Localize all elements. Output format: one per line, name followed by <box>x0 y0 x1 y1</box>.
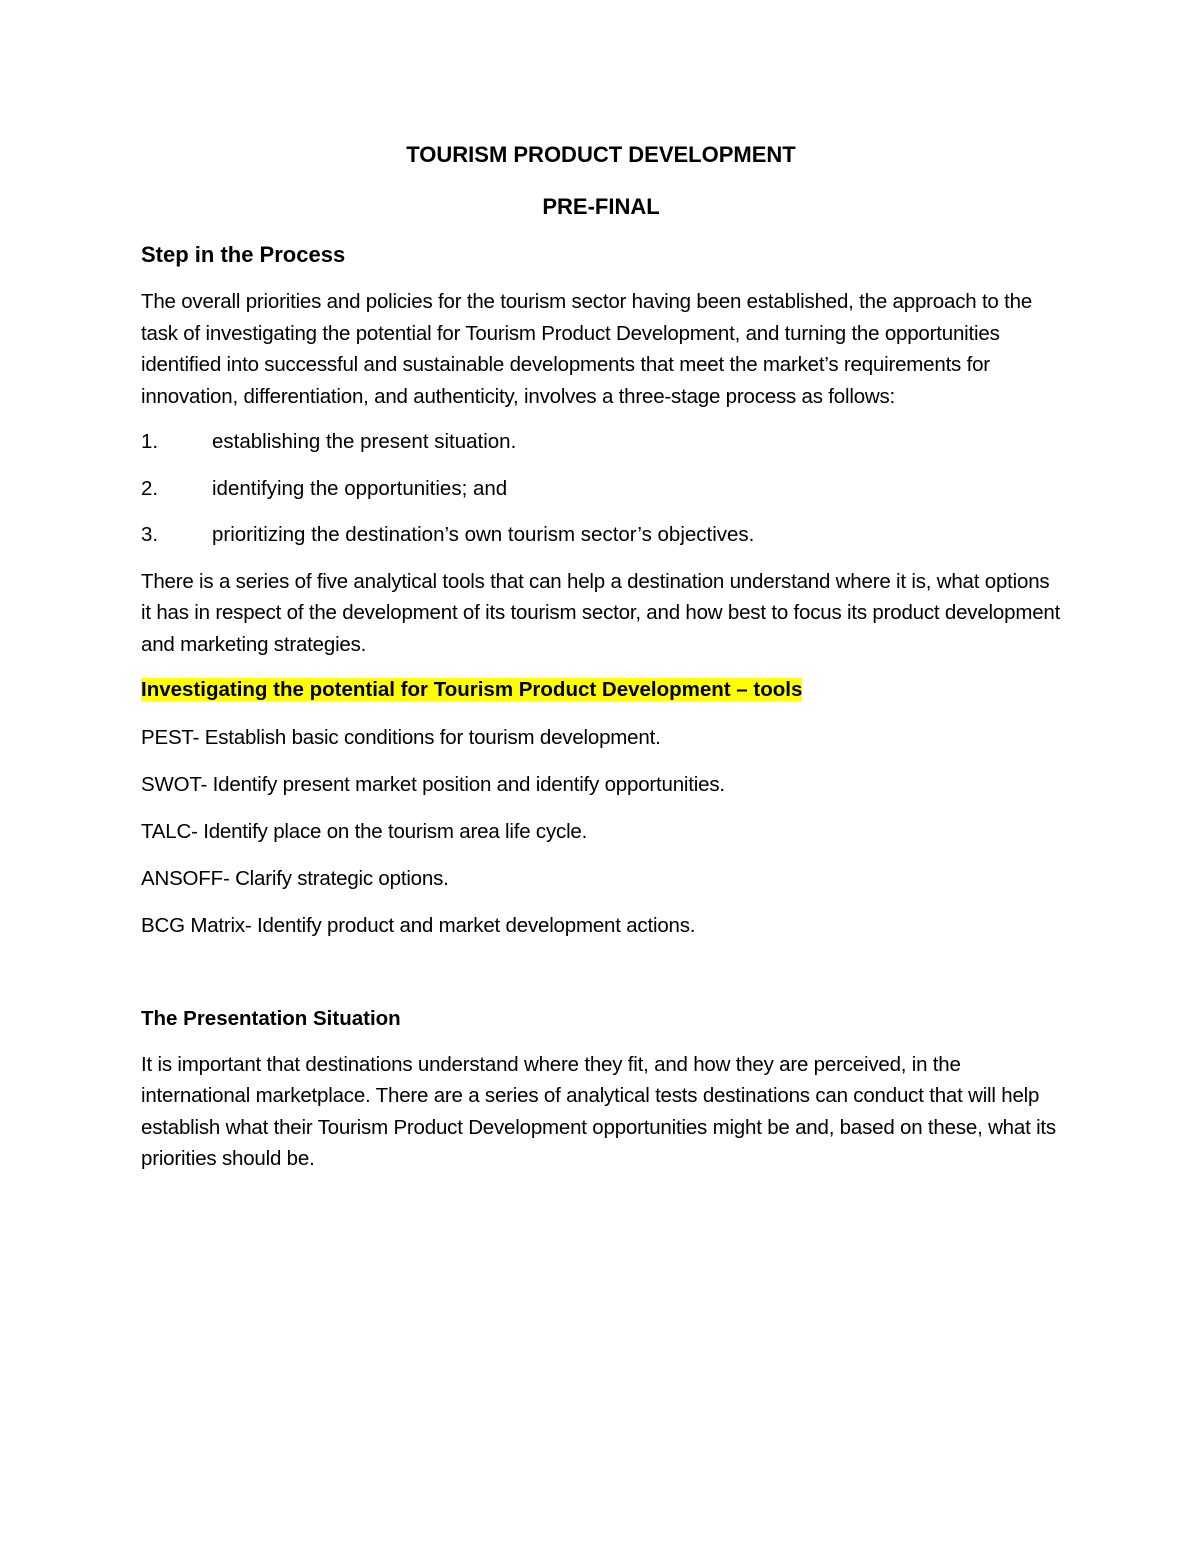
intro-paragraph: The overall priorities and policies for the tourism sector having been established, the approach to the task of investigating the potential for Tourism Product Development, and turning the opportunities identified into successful and sustainable developments that meet the market’s requirements for innovation, differentiation, and authenticity, involves a three-stage process as follows: <box>141 290 1033 408</box>
document-page <box>141 140 1061 1189</box>
list-item-number: 2. <box>141 476 159 500</box>
tool-item-bcg-matrix: BCG Matrix- Identify product and market development actions. <box>141 913 696 937</box>
list-item <box>141 519 1061 551</box>
section-heading-step-in-process: Step in the Process <box>141 242 346 267</box>
list-item <box>141 426 1061 458</box>
list-item-number: 3. <box>141 523 159 546</box>
process-steps-list <box>141 426 1061 551</box>
tools-heading-wrapper <box>141 674 1061 708</box>
list-item-text: identifying the opportunities; and <box>212 476 508 500</box>
presentation-situation-paragraph: It is important that destinations understand where they fit, and how they are perceived, in the international marketplace. There are a series of analytical tests destinations can conduct that will help establish what their Tourism Product Development opportunities might be and, based on these, what its priorities should be. <box>141 1052 1056 1170</box>
tools-intro-paragraph: There is a series of five analytical tools that can help a destination understand where it is, what options it has in respect of the development of its tourism sector, and how best to focus its product development and marketing strategies. <box>141 569 1061 656</box>
document-subtitle: PRE-FINAL <box>542 194 660 219</box>
tool-item-swot: SWOT- Identify present market position and identify opportunities. <box>141 772 725 796</box>
document-title: TOURISM PRODUCT DEVELOPMENT <box>406 142 796 167</box>
section-heading-presentation-situation: The Presentation Situation <box>141 1007 401 1030</box>
list-item-number: 1. <box>141 430 159 453</box>
tools-heading-highlighted: Investigating the potential for Tourism Product Development – tools <box>141 678 803 701</box>
list-item-text: establishing the present situation. <box>212 430 517 453</box>
list-item-text: prioritizing the destination’s own tourism sector’s objectives. <box>212 523 755 546</box>
tool-item-ansoff: ANSOFF- Clarify strategic options. <box>141 866 449 890</box>
list-item <box>141 473 1061 505</box>
tool-item-pest: PEST- Establish basic conditions for tourism development. <box>141 725 661 749</box>
tool-item-talc: TALC- Identify place on the tourism area life cycle. <box>141 819 588 843</box>
